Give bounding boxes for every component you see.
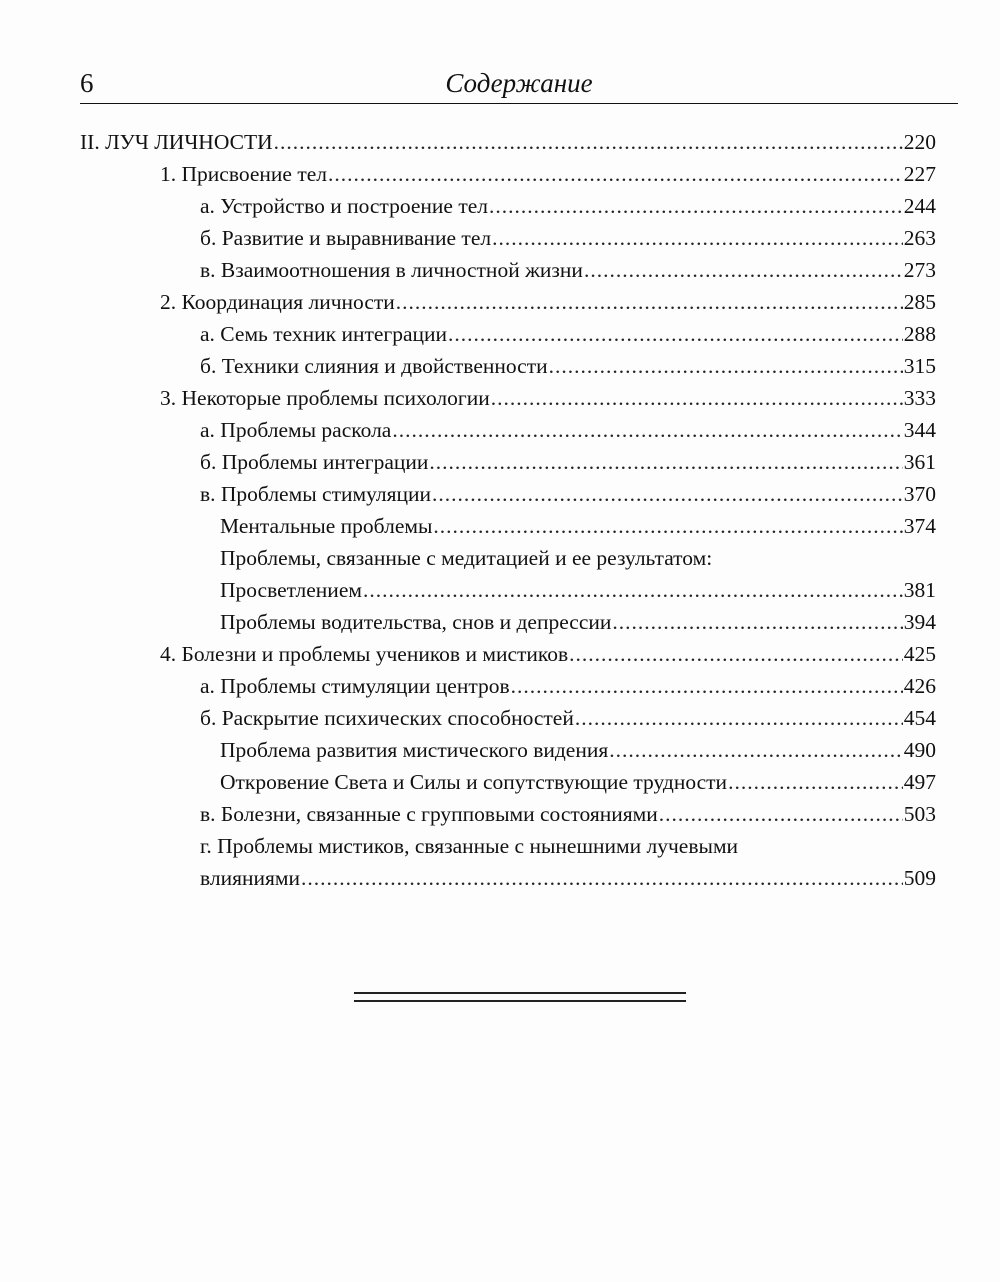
page-header — [80, 64, 958, 102]
toc-entry-page: 315 — [903, 354, 936, 378]
toc-entry — [80, 126, 936, 158]
toc-entry-page: 394 — [903, 610, 936, 634]
toc-entry — [80, 222, 936, 254]
dot-leader — [491, 382, 903, 414]
dot-leader — [659, 798, 903, 830]
toc-entry — [80, 158, 936, 190]
toc-entry-page: 285 — [903, 290, 936, 314]
toc-entry-page: 497 — [903, 770, 936, 794]
toc-entry — [80, 862, 936, 894]
toc-entry — [80, 350, 936, 382]
toc-entry-title: б. Проблемы интеграции — [200, 450, 429, 474]
toc-entry-page: 333 — [903, 386, 936, 410]
toc-entry — [80, 414, 936, 446]
running-title: Содержание — [445, 68, 593, 98]
toc-entry-page: 227 — [903, 162, 936, 186]
dot-leader — [433, 510, 902, 542]
toc-entry-title: Ментальные проблемы — [220, 514, 433, 538]
toc-entry — [80, 190, 936, 222]
toc-entry-page: 220 — [903, 130, 936, 154]
table-of-contents — [80, 126, 936, 894]
toc-entry — [80, 606, 936, 638]
toc-entry-page: 273 — [903, 258, 936, 282]
dot-leader — [301, 862, 903, 894]
dot-leader — [511, 670, 903, 702]
dot-leader — [328, 158, 903, 190]
toc-entry-page: 509 — [903, 866, 936, 890]
header-rule — [80, 103, 958, 104]
toc-entry-title: влияниями — [200, 866, 301, 890]
toc-entry — [80, 478, 936, 510]
toc-entry-page: 244 — [903, 194, 936, 218]
toc-entry — [80, 286, 936, 318]
dot-leader — [549, 350, 903, 382]
toc-entry — [80, 318, 936, 350]
toc-entry-title: б. Раскрытие психических способностей — [200, 706, 574, 730]
dot-leader — [274, 126, 903, 158]
toc-entry-title: 1. Присвоение тел — [160, 162, 327, 186]
dot-leader — [728, 766, 903, 798]
toc-entry-page: 490 — [903, 738, 936, 762]
toc-entry-page: 426 — [903, 674, 936, 698]
toc-entry-title: Проблемы, связанные с медитацией и ее результатом: — [220, 546, 713, 570]
toc-entry-title: Проблема развития мистического видения — [220, 738, 609, 762]
dot-leader — [363, 574, 903, 606]
dot-leader — [584, 254, 903, 286]
toc-entry-title: в. Проблемы стимуляции — [200, 482, 432, 506]
toc-entry-page: 344 — [903, 418, 936, 442]
dot-leader — [609, 734, 903, 766]
ornament-rule-bottom — [354, 1000, 686, 1002]
toc-entry-title: а. Семь техник интеграции — [200, 322, 448, 346]
dot-leader — [448, 318, 903, 350]
toc-entry — [80, 510, 936, 542]
toc-entry-title: г. Проблемы мистиков, связанные с нынешними лучевыми — [200, 834, 739, 858]
dot-leader — [432, 478, 903, 510]
toc-entry-title: а. Проблемы раскола — [200, 418, 392, 442]
dot-leader — [396, 286, 903, 318]
toc-entry — [80, 638, 936, 670]
dot-leader — [575, 702, 903, 734]
dot-leader — [612, 606, 902, 638]
toc-entry-page: 361 — [903, 450, 936, 474]
toc-entry — [80, 574, 936, 606]
dot-leader — [392, 414, 902, 446]
toc-entry — [80, 670, 936, 702]
toc-entry-page: 425 — [903, 642, 936, 666]
toc-entry-title: б. Развитие и выравнивание тел — [200, 226, 492, 250]
toc-entry-title: а. Устройство и построение тел — [200, 194, 488, 218]
toc-entry-title: в. Взаимоотношения в личностной жизни — [200, 258, 583, 282]
toc-entry — [80, 830, 936, 862]
toc-entry-title: 3. Некоторые проблемы психологии — [160, 386, 490, 410]
toc-entry-page: 370 — [903, 482, 936, 506]
toc-entry-page: 381 — [903, 578, 936, 602]
toc-entry-title: Откровение Света и Силы и сопутствующие трудности — [220, 770, 728, 794]
toc-entry-page: 288 — [903, 322, 936, 346]
dot-leader — [429, 446, 902, 478]
toc-entry-page: 263 — [903, 226, 936, 250]
toc-entry — [80, 446, 936, 478]
page-number: 6 — [80, 68, 94, 98]
toc-entry-title: в. Болезни, связанные с групповыми состояниями — [200, 802, 658, 826]
toc-entry — [80, 702, 936, 734]
toc-entry — [80, 254, 936, 286]
dot-leader — [492, 222, 903, 254]
toc-entry-page: 503 — [903, 802, 936, 826]
toc-entry-title: 2. Координация личности — [160, 290, 395, 314]
toc-entry-page: 374 — [903, 514, 936, 538]
toc-entry-title: а. Проблемы стимуляции центров — [200, 674, 510, 698]
dot-leader — [569, 638, 903, 670]
toc-entry — [80, 766, 936, 798]
toc-entry — [80, 798, 936, 830]
toc-entry — [80, 382, 936, 414]
ornament-rule-top — [354, 992, 686, 994]
toc-entry — [80, 734, 936, 766]
dot-leader — [489, 190, 903, 222]
toc-entry-title: б. Техники слияния и двойственности — [200, 354, 548, 378]
toc-entry-page: 454 — [903, 706, 936, 730]
toc-entry-title: Проблемы водительства, снов и депрессии — [220, 610, 612, 634]
toc-entry-title: Просветлением — [220, 578, 362, 602]
toc-entry-title: 4. Болезни и проблемы учеников и мистиков — [160, 642, 569, 666]
toc-entry-title: II. ЛУЧ ЛИЧНОСТИ — [80, 130, 273, 154]
end-ornament-double-rule — [354, 992, 686, 1004]
toc-entry — [80, 542, 936, 574]
